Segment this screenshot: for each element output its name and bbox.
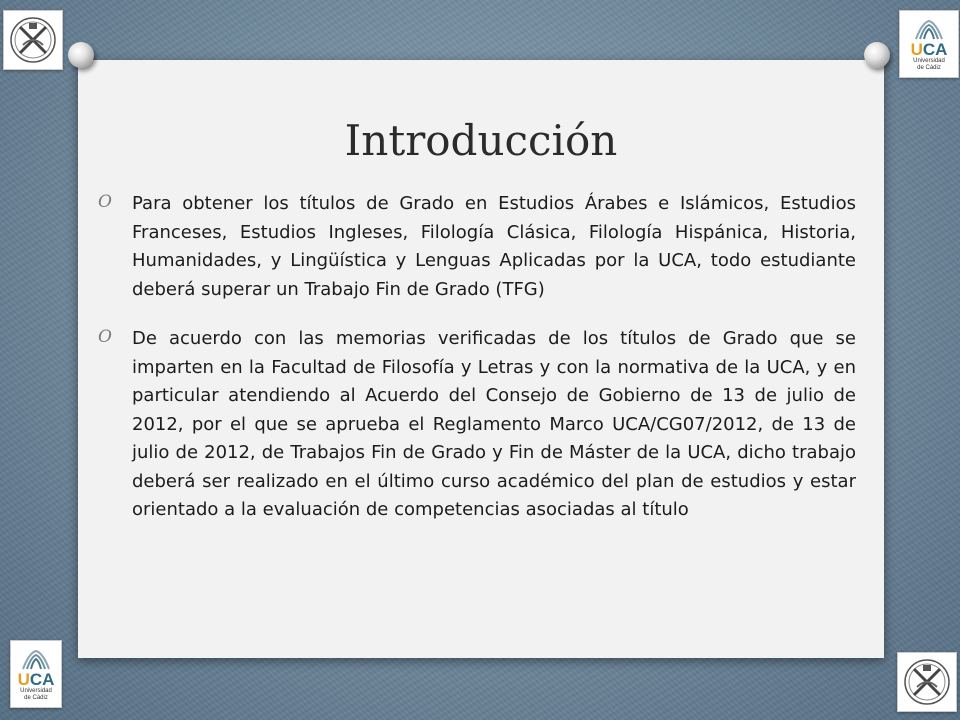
uca-u-letter: U (17, 669, 30, 689)
uca-logo-top-right (899, 10, 959, 78)
bullet-text: Para obtener los títulos de Grado en Estudios Árabes e Islámicos, Estudios Franceses, Estudios Ingleses, Filología Clásica, Filología Hispánica, Historia, Humanidades, y Lingüística y Lenguas Aplicadas por la UCA, todo estudiante deberá superar un Trabajo Fin de Grado (TFG) (132, 193, 856, 300)
bullet-marker-icon: O (98, 192, 112, 212)
slide-title: Introducción (344, 116, 618, 165)
uca-u-letter: U (910, 39, 923, 59)
push-pin-icon (864, 42, 890, 68)
uca-subtitle (913, 58, 945, 72)
uca-wordmark (911, 41, 948, 58)
bullet-item (98, 190, 856, 304)
uca-emblem-icon (19, 647, 53, 671)
uca-subtitle-line2: de Cádiz (917, 64, 941, 71)
uca-ca-letters: CA (922, 39, 948, 59)
faculty-logo-top-left (3, 10, 63, 70)
push-pin-icon (68, 42, 94, 68)
uca-ca-letters: CA (29, 669, 55, 689)
faculty-emblem-icon (8, 15, 58, 65)
uca-subtitle-line1: Universidad (913, 57, 945, 64)
bullet-item (98, 325, 856, 525)
uca-emblem-icon (912, 17, 946, 41)
bullet-text: De acuerdo con las memorias verificadas de los títulos de Grado que se imparten en la Facultad de Filosofía y Letras y con la normativa de la UCA, y en particular atendiendo al Acuerdo del Consejo de Gobierno de 13 de julio de 2012, por el que se aprueba el Reglamento Marco UCA/CG07/2012, de 13 de julio de 2012, de Trabajos Fin de Grado y Fin de Máster de la UCA, dicho trabajo deberá ser realizado en el último curso académico del plan de estudios y estar orientado a la evaluación de competencias asociadas al título (132, 328, 856, 520)
bullet-marker-icon: O (98, 327, 112, 347)
faculty-emblem-icon (902, 657, 952, 707)
uca-subtitle-line2: de Cádiz (24, 694, 48, 701)
slide-card (78, 60, 884, 658)
faculty-logo-bottom-right (897, 652, 957, 712)
uca-subtitle-line1: Universidad (20, 687, 52, 694)
bullet-list (98, 190, 856, 546)
uca-logo-bottom-left (10, 640, 62, 708)
uca-wordmark (18, 671, 55, 688)
uca-subtitle (20, 688, 52, 702)
